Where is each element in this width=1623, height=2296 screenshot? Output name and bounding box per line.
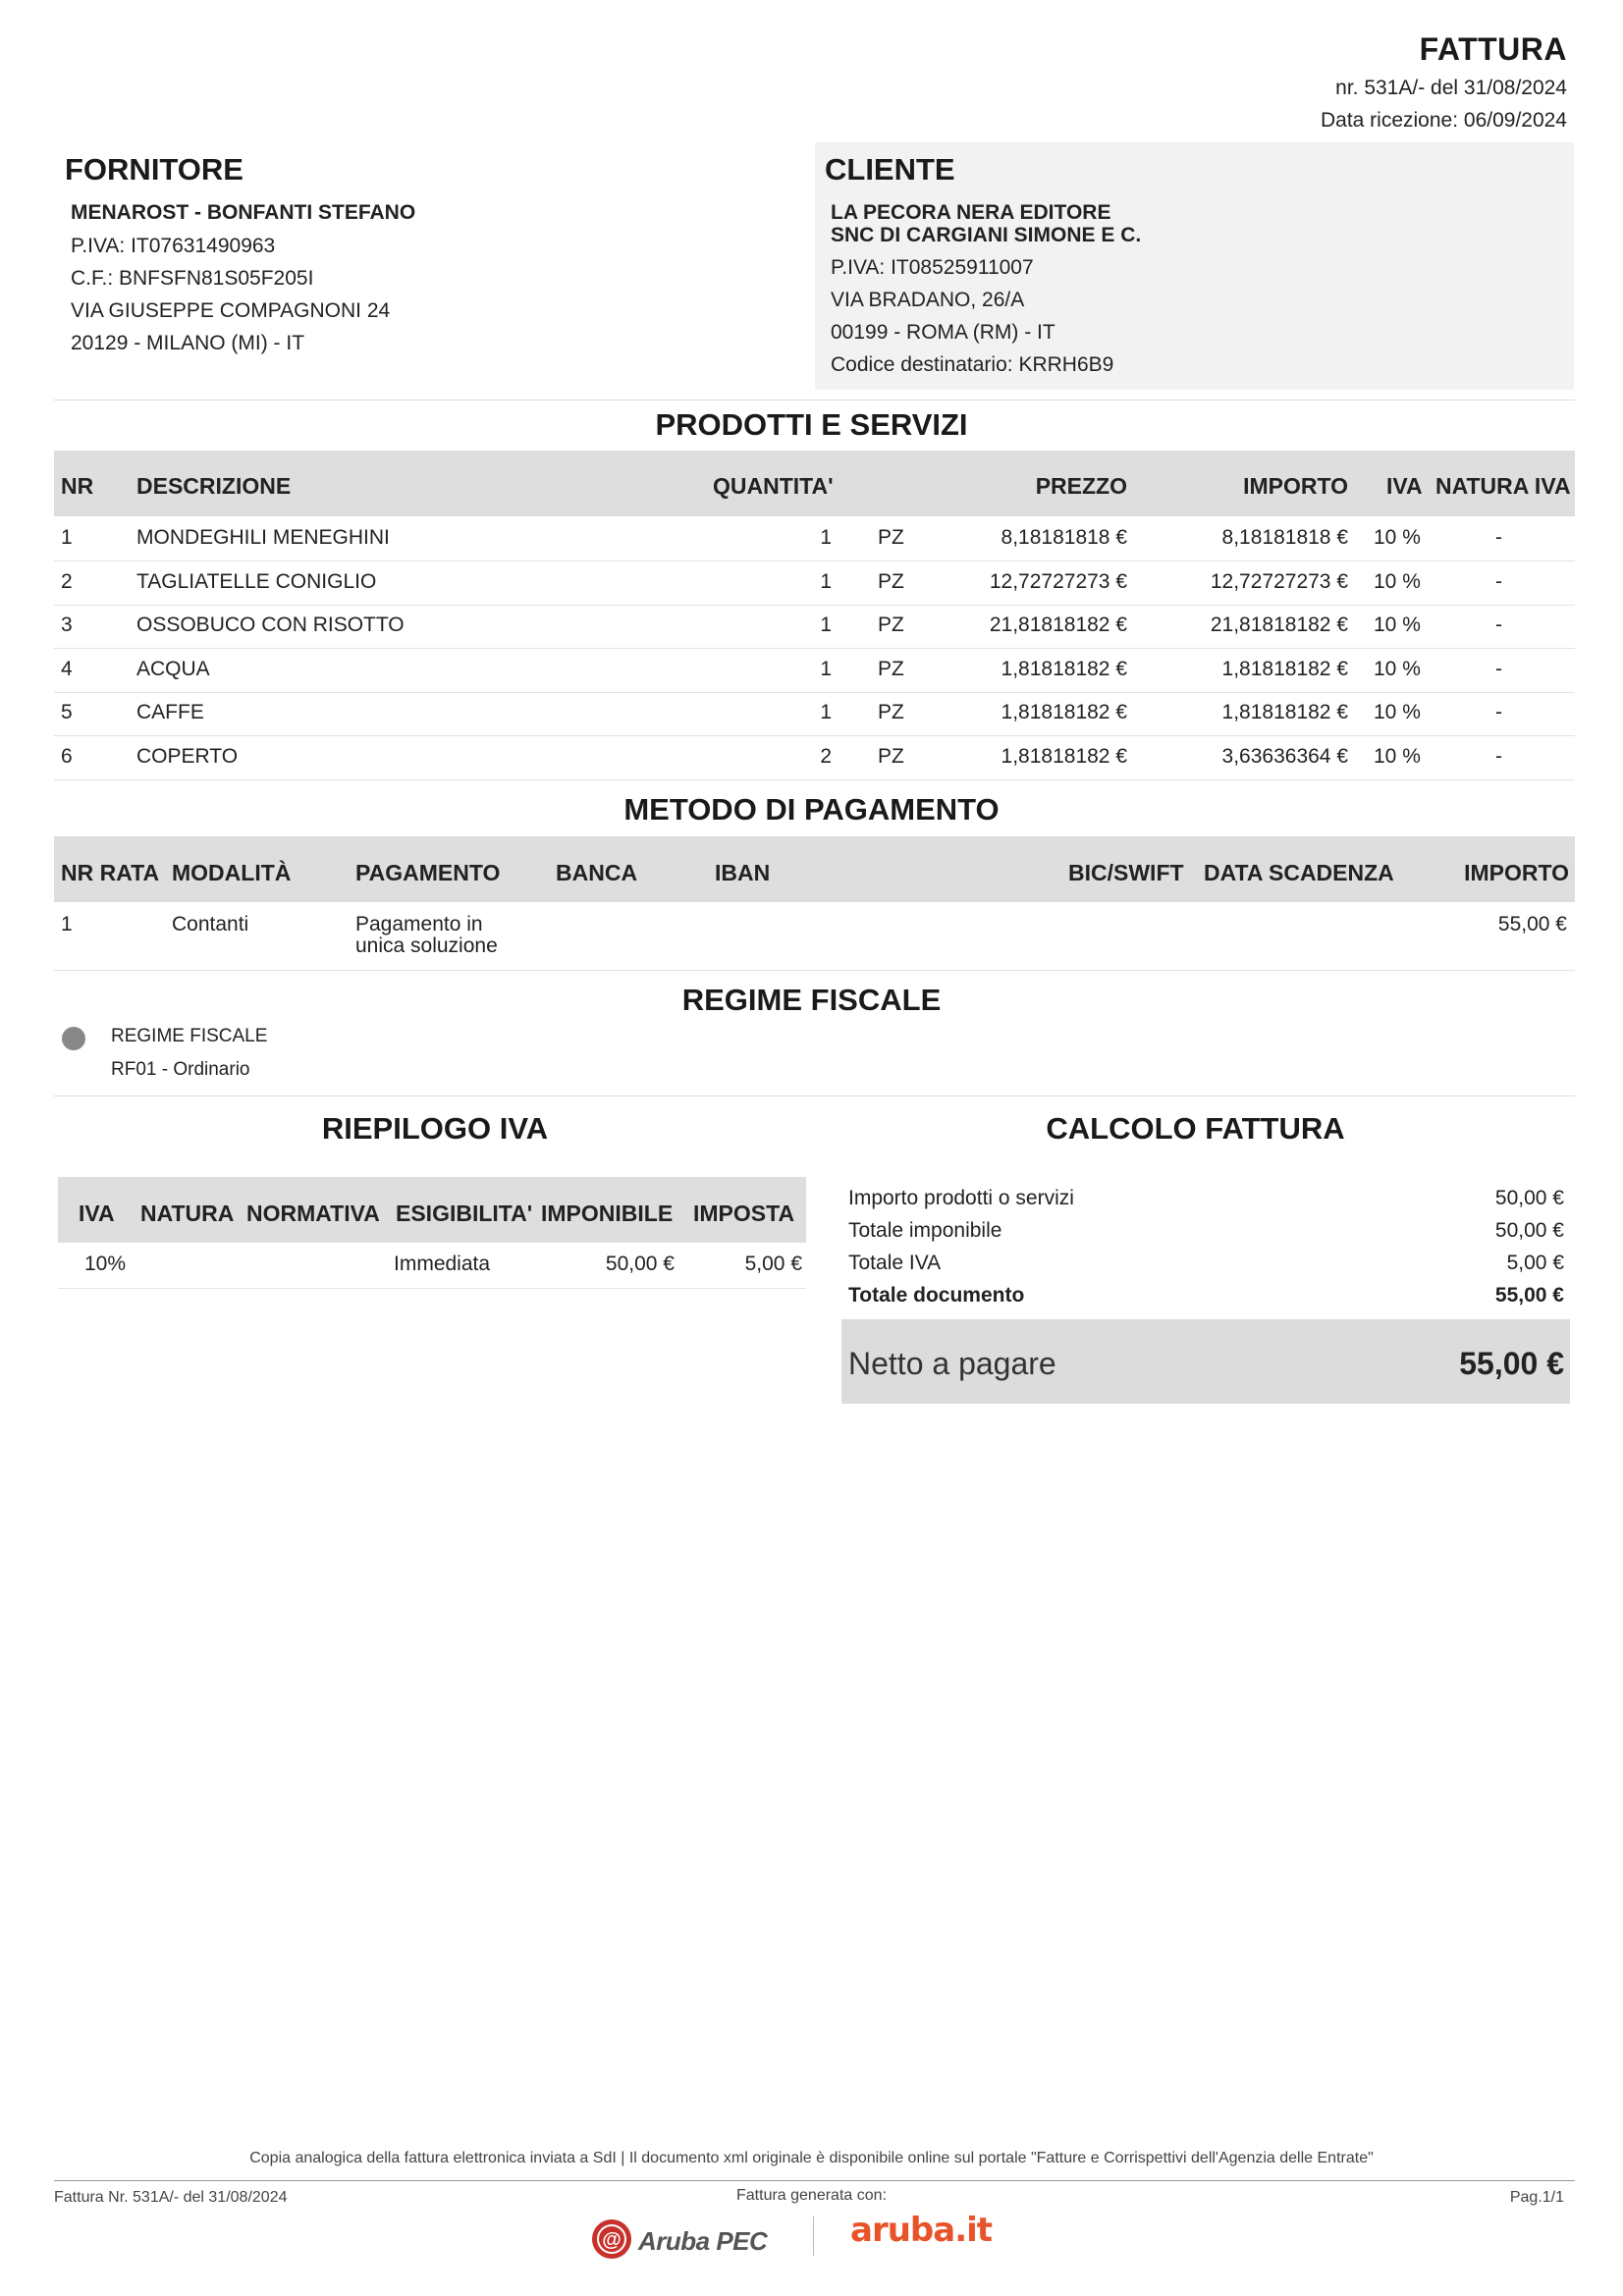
row-nature: - — [1495, 570, 1502, 593]
row-nr: 4 — [61, 658, 73, 680]
row-description: TAGLIATELLE CONIGLIO — [136, 570, 377, 593]
row-divider — [54, 648, 1575, 649]
row-nr: 1 — [61, 526, 73, 549]
col-mode: MODALITÀ — [172, 860, 292, 885]
supplier-title: FORNITORE — [65, 152, 243, 187]
col-due-date: DATA SCADENZA — [1204, 860, 1394, 885]
row-nr: 2 — [61, 570, 73, 593]
divider — [54, 1095, 1575, 1096]
row-unit: PZ — [878, 526, 904, 549]
aruba-pec-logo-text: Aruba PEC — [638, 2226, 768, 2256]
row-amount: 1,81818182 € — [1221, 701, 1348, 723]
footer-page-number: Pag.1/1 — [1509, 2189, 1564, 2206]
client-name-line1: LA PECORA NERA EDITORE — [831, 201, 1111, 224]
client-name-line2: SNC DI CARGIANI SIMONE E C. — [831, 224, 1142, 246]
supplier-address: VIA GIUSEPPE COMPAGNONI 24 — [71, 299, 391, 322]
row-nature: - — [1495, 745, 1502, 768]
regime-section-title: REGIME FISCALE — [681, 983, 942, 1017]
row-nr: 6 — [61, 745, 73, 768]
aruba-it-logo: aruba.it — [850, 2211, 993, 2250]
payment-description-line1: Pagamento in — [355, 913, 483, 935]
calc-products-value: 50,00 € — [1494, 1187, 1564, 1209]
col-tax: IMPOSTA — [693, 1201, 795, 1226]
client-city: 00199 - ROMA (RM) - IT — [831, 321, 1055, 344]
payment-mode: Contanti — [172, 913, 249, 935]
footer-divider — [54, 2180, 1575, 2181]
col-payment-amount: IMPORTO — [1464, 860, 1569, 885]
row-qty: 1 — [820, 570, 832, 593]
regime-label: REGIME FISCALE — [111, 1026, 268, 1046]
row-qty: 1 — [820, 701, 832, 723]
col-vat-nature: NATURA IVA — [1435, 473, 1571, 499]
net-to-pay-value: 55,00 € — [1459, 1346, 1564, 1381]
client-address: VIA BRADANO, 26/A — [831, 289, 1025, 311]
col-nr: NR — [61, 473, 94, 499]
row-price: 21,81818182 € — [989, 614, 1127, 636]
vat-summary-exigibility: Immediata — [394, 1253, 491, 1275]
calc-total-label: Totale documento — [848, 1284, 1025, 1307]
vat-summary-rate: 10% — [84, 1253, 127, 1275]
row-divider — [54, 970, 1575, 971]
supplier-cf: C.F.: BNFSFN81S05F205I — [71, 267, 314, 290]
row-unit: PZ — [878, 658, 904, 680]
row-amount: 1,81818182 € — [1221, 658, 1348, 680]
col-vat-rate: IVA — [79, 1201, 115, 1226]
row-nature: - — [1495, 526, 1502, 549]
payment-nr: 1 — [61, 913, 73, 935]
col-vat: IVA — [1386, 473, 1423, 499]
row-unit: PZ — [878, 701, 904, 723]
row-unit: PZ — [878, 745, 904, 768]
client-recipient-code: Codice destinatario: KRRH6B9 — [831, 353, 1114, 376]
row-divider — [54, 692, 1575, 693]
row-amount: 21,81818182 € — [1210, 614, 1348, 636]
row-vat: 10 % — [1374, 658, 1421, 680]
col-iban: IBAN — [715, 860, 771, 885]
row-nature: - — [1495, 614, 1502, 636]
row-qty: 2 — [820, 745, 832, 768]
col-price: PREZZO — [1035, 473, 1127, 499]
vat-summary-taxable: 50,00 € — [605, 1253, 675, 1275]
row-price: 1,81818182 € — [1001, 658, 1127, 680]
document-type-title: FATTURA — [1419, 31, 1567, 67]
col-amount: IMPORTO — [1243, 473, 1348, 499]
aruba-pec-seal-icon — [589, 2216, 634, 2262]
row-price: 12,72727273 € — [989, 570, 1127, 593]
net-to-pay-label: Netto a pagare — [848, 1346, 1056, 1381]
client-title: CLIENTE — [825, 152, 955, 187]
col-taxable: IMPONIBILE — [541, 1201, 674, 1226]
svg-text:@: @ — [602, 2229, 622, 2251]
row-description: OSSOBUCO CON RISOTTO — [136, 614, 405, 636]
row-divider — [54, 779, 1575, 780]
supplier-city: 20129 - MILANO (MI) - IT — [71, 332, 305, 354]
vat-summary-title: RIEPILOGO IVA — [321, 1111, 549, 1146]
row-divider — [54, 605, 1575, 606]
payment-description-line2: unica soluzione — [355, 934, 498, 957]
col-exigibility: ESIGIBILITA' — [396, 1201, 533, 1226]
payment-section-title: METODO DI PAGAMENTO — [623, 792, 1000, 827]
regime-value: RF01 - Ordinario — [111, 1059, 250, 1080]
row-price: 1,81818182 € — [1001, 745, 1127, 768]
row-unit: PZ — [878, 614, 904, 636]
supplier-section — [55, 142, 801, 390]
row-nature: - — [1495, 658, 1502, 680]
row-price: 1,81818182 € — [1001, 701, 1127, 723]
row-vat: 10 % — [1374, 570, 1421, 593]
row-divider — [58, 1288, 806, 1289]
col-nature: NATURA — [140, 1201, 235, 1226]
row-qty: 1 — [820, 614, 832, 636]
calc-taxable-value: 50,00 € — [1494, 1219, 1564, 1242]
calc-section-title: CALCOLO FATTURA — [1046, 1111, 1345, 1146]
row-description: ACQUA — [136, 658, 210, 680]
calc-vat-label: Totale IVA — [848, 1252, 942, 1274]
col-payment: PAGAMENTO — [355, 860, 501, 885]
col-bank: BANCA — [556, 860, 638, 885]
calc-taxable-label: Totale imponibile — [848, 1219, 1002, 1242]
row-divider — [54, 735, 1575, 736]
row-price: 8,18181818 € — [1001, 526, 1127, 549]
col-bic: BIC/SWIFT — [1068, 860, 1184, 885]
row-vat: 10 % — [1374, 614, 1421, 636]
client-piva: P.IVA: IT08525911007 — [831, 256, 1034, 279]
row-qty: 1 — [820, 526, 832, 549]
footer-disclaimer: Copia analogica della fattura elettronica inviata a SdI | Il documento xml originale è disponibile online sul portale "Fatture e Corrispettivi dell'Agenzia delle Entrate" — [249, 2150, 1374, 2166]
row-description: MONDEGHILI MENEGHINI — [136, 526, 390, 549]
row-qty: 1 — [820, 658, 832, 680]
row-vat: 10 % — [1374, 701, 1421, 723]
footer-invoice-ref: Fattura Nr. 531A/- del 31/08/2024 — [54, 2189, 288, 2206]
footer-generated-with: Fattura generata con: — [736, 2187, 887, 2204]
document-number: nr. 531A/- del 31/08/2024 — [1335, 77, 1567, 99]
row-nr: 5 — [61, 701, 73, 723]
row-amount: 12,72727273 € — [1210, 570, 1348, 593]
row-unit: PZ — [878, 570, 904, 593]
calc-vat-value: 5,00 € — [1506, 1252, 1564, 1274]
row-vat: 10 % — [1374, 526, 1421, 549]
row-description: COPERTO — [136, 745, 239, 768]
calc-total-value: 55,00 € — [1494, 1284, 1564, 1307]
col-normative: NORMATIVA — [246, 1201, 380, 1226]
row-description: CAFFE — [136, 701, 204, 723]
row-nr: 3 — [61, 614, 73, 636]
payment-amount: 55,00 € — [1497, 913, 1567, 935]
calc-products-label: Importo prodotti o servizi — [848, 1187, 1074, 1209]
aruba-pec-logo — [589, 2216, 785, 2262]
document-received-date: Data ricezione: 06/09/2024 — [1320, 109, 1567, 132]
row-nature: - — [1495, 701, 1502, 723]
products-section-title: PRODOTTI E SERVIZI — [655, 407, 968, 442]
client-section — [815, 142, 1574, 390]
col-nr-rata: NR RATA — [61, 860, 160, 885]
supplier-piva: P.IVA: IT07631490963 — [71, 235, 276, 257]
col-description: DESCRIZIONE — [136, 473, 292, 499]
row-vat: 10 % — [1374, 745, 1421, 768]
col-quantity: QUANTITA' — [713, 473, 834, 499]
supplier-name: MENAROST - BONFANTI STEFANO — [71, 201, 416, 224]
bullet-dot-icon — [62, 1027, 85, 1050]
row-amount: 8,18181818 € — [1221, 526, 1348, 549]
vat-summary-tax: 5,00 € — [744, 1253, 802, 1275]
logo-separator — [813, 2216, 814, 2256]
row-amount: 3,63636364 € — [1221, 745, 1348, 768]
